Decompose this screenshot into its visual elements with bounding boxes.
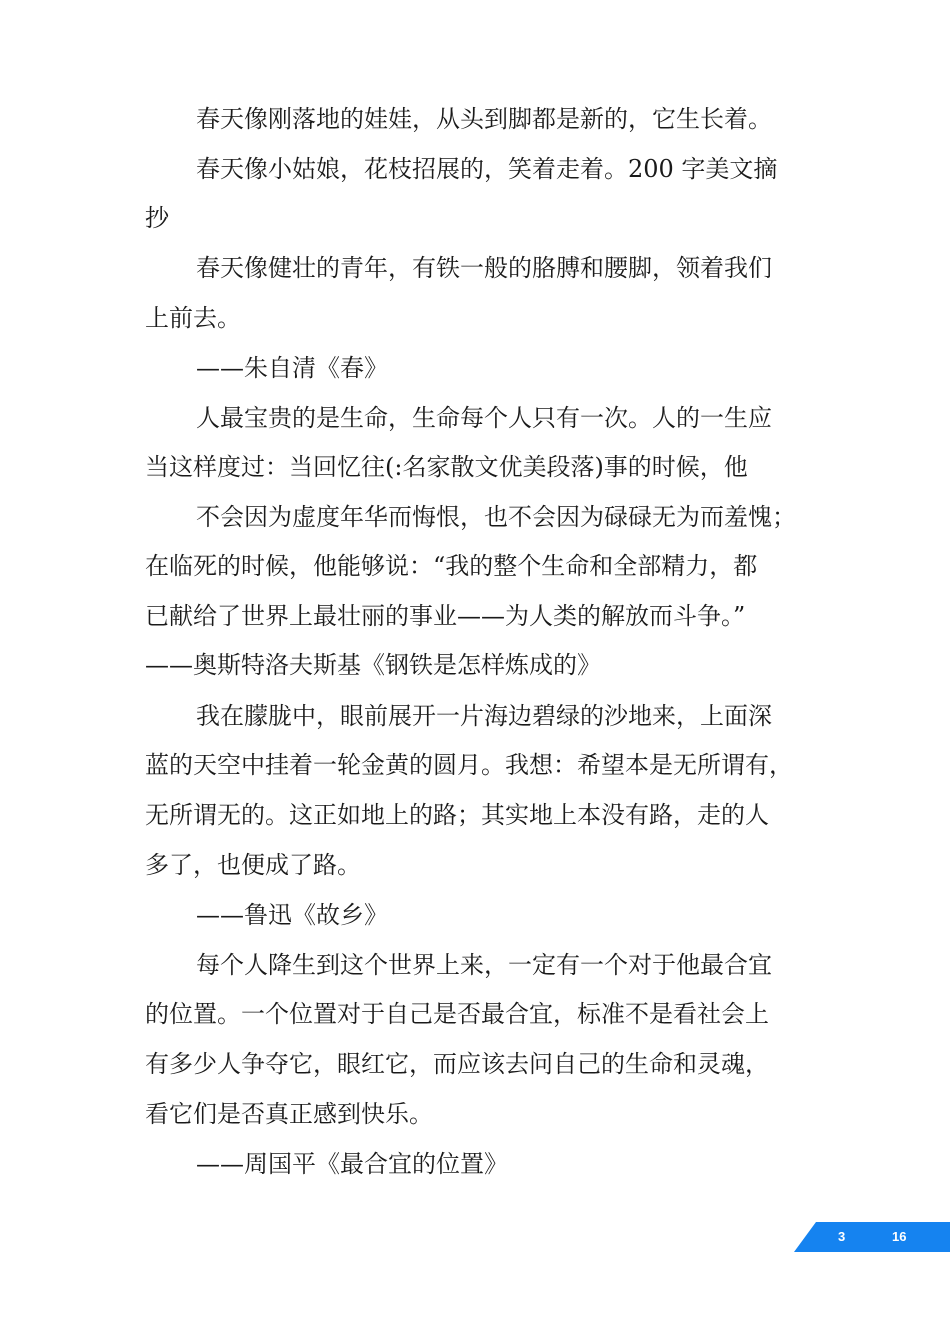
text-line: 已献给了世界上最壮丽的事业——为人类的解放而斗争。” <box>145 602 746 630</box>
text-line: 不会因为虚度年华而悔恨，也不会因为碌碌无为而羞愧； <box>196 503 796 531</box>
text-line: 人最宝贵的是生命，生命每个人只有一次。人的一生应 <box>196 404 772 432</box>
text-line: 多了，也便成了路。 <box>145 851 361 879</box>
text-line: 有多少人争夺它，眼红它，而应该去问自己的生命和灵魂， <box>145 1050 769 1078</box>
text-line: 抄 <box>145 204 169 232</box>
current-page-number: 3 <box>838 1229 846 1244</box>
text-line: 在临死的时候，他能够说：“我的整个生命和全部精力，都 <box>145 552 758 580</box>
text-line: 我在朦胧中，眼前展开一片海边碧绿的沙地来，上面深 <box>196 702 772 730</box>
attribution-line: ——奥斯特洛夫斯基《钢铁是怎样炼成的》 <box>145 651 601 679</box>
total-pages-number: 16 <box>892 1229 907 1244</box>
page-number-band <box>794 1222 950 1252</box>
text-line: 春天像健壮的青年，有铁一般的胳膊和腰脚，领着我们 <box>196 254 772 282</box>
text-line: 当这样度过：当回忆往(:名家散文优美段落)事的时候，他 <box>145 453 748 481</box>
text-line: 的位置。一个位置对于自己是否最合宜，标准不是看社会上 <box>145 1000 769 1028</box>
text-line: 春天像小姑娘，花枝招展的，笑着走着。200 字美文摘 <box>196 155 778 183</box>
text-line: 每个人降生到这个世界上来，一定有一个对于他最合宜 <box>196 951 772 979</box>
text-line: 上前去。 <box>145 304 241 332</box>
text-line: 春天像刚落地的娃娃，从头到脚都是新的，它生长着。 <box>196 105 772 133</box>
attribution-line: ——朱自清《春》 <box>196 354 388 382</box>
text-line: 看它们是否真正感到快乐。 <box>145 1100 433 1128</box>
attribution-line: ——鲁迅《故乡》 <box>196 901 388 929</box>
text-line: 无所谓无的。这正如地上的路；其实地上本没有路，走的人 <box>145 801 769 829</box>
attribution-line: ——周国平《最合宜的位置》 <box>196 1150 508 1178</box>
text-line: 蓝的天空中挂着一轮金黄的圆月。我想：希望本是无所谓有， <box>145 751 793 779</box>
